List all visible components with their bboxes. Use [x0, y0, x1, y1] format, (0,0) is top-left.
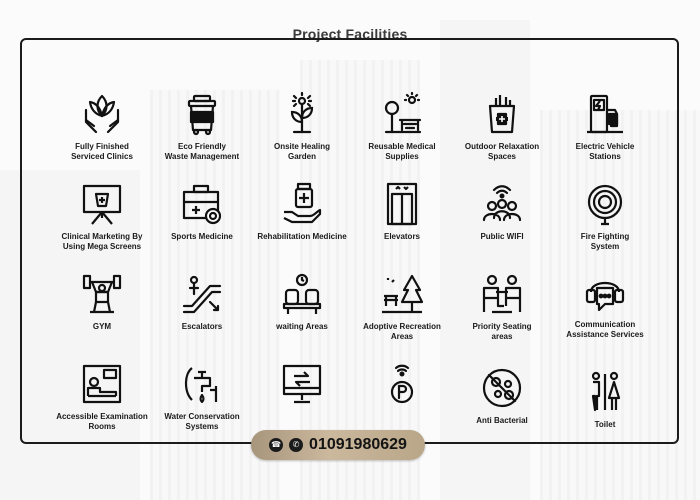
- facility-item: [545, 370, 665, 430]
- facility-label: Anti Bacterial: [476, 416, 528, 425]
- facility-item: [442, 272, 562, 342]
- facility-label: GYM: [92, 322, 112, 331]
- facility-label: Electric Vehicle Stations: [575, 142, 635, 161]
- facility-label: Eco Friendly Waste Management: [164, 142, 240, 161]
- ev-charger-icon: [545, 92, 665, 136]
- page-title: Project Facilities: [292, 26, 408, 42]
- toilet-icon: [545, 370, 665, 414]
- facility-label: Onsite Healing Garden: [273, 142, 330, 161]
- facility-label: Water Conservation Systems: [164, 412, 240, 431]
- whatsapp-icon[interactable]: ✆: [289, 438, 303, 452]
- facility-label: Clinical Marketing By Using Mega Screens: [61, 232, 143, 251]
- facility-label: Fully Finished Serviced Clinics: [71, 142, 133, 161]
- medical-bag-icon: [442, 92, 562, 136]
- facility-label: Fire Fighting System: [580, 232, 630, 251]
- priority-seating-icon: [442, 272, 562, 316]
- facility-label: Adoptive Recreation Areas: [363, 322, 441, 341]
- facility-label: Public WIFI: [480, 232, 524, 241]
- wifi-group-icon: [442, 182, 562, 226]
- facility-label: Elevators: [383, 232, 421, 241]
- anti-bacterial-icon: [442, 366, 562, 410]
- facility-label: Accessible Examination Rooms: [56, 412, 148, 431]
- headset-support-icon: [545, 270, 665, 314]
- facility-label: Rehabilitation Medicine: [257, 232, 347, 241]
- phone-contact-button[interactable]: [251, 430, 425, 460]
- facility-label: Escalators: [181, 322, 223, 331]
- facility-label: Sports Medicine: [171, 232, 233, 241]
- facility-item: [545, 182, 665, 252]
- fire-hose-icon: [545, 182, 665, 226]
- facility-label: Reusable Medical Supplies: [368, 142, 436, 161]
- facility-label: Communication Assistance Services: [566, 320, 644, 339]
- facility-item: [545, 92, 665, 162]
- facility-item: [442, 366, 562, 426]
- facility-label: waiting Areas: [276, 322, 328, 331]
- facility-label: Toilet: [594, 420, 616, 429]
- phone-number[interactable]: 01091980629: [309, 436, 407, 453]
- facility-item: [442, 92, 562, 162]
- facility-item: [442, 182, 562, 242]
- facility-item: [545, 270, 665, 340]
- facility-label: Priority Seating areas: [472, 322, 532, 341]
- phone-icon[interactable]: ☎: [269, 438, 283, 452]
- facility-label: Outdoor Relaxation Spaces: [464, 142, 540, 161]
